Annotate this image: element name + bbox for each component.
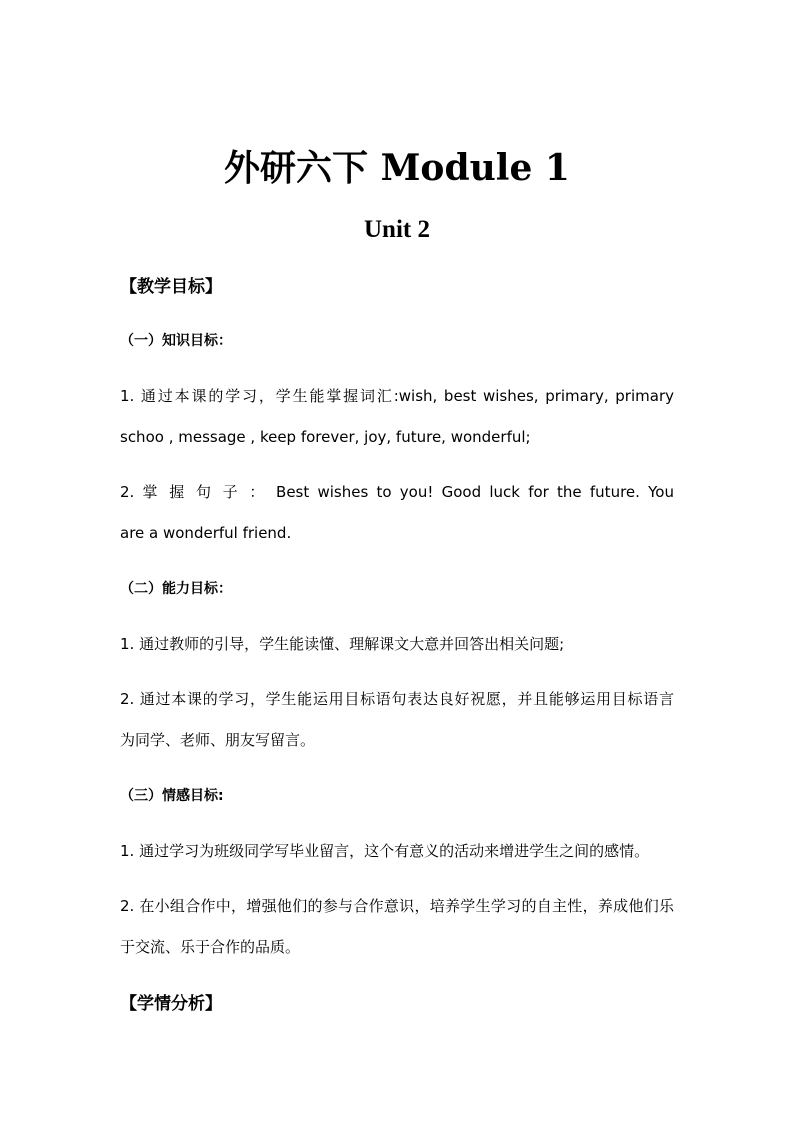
ability-item-2-line-1: 2. 通过本课的学习，学生能运用目标语句表达良好祝愿，并且能够运用目标语言 (120, 690, 674, 708)
ability-item-2-line-2: 为同学、老师、朋友写留言。 (120, 731, 316, 749)
knowledge-item-1-line-2: schoo , message , keep forever, joy, future, wonderful; (120, 428, 531, 446)
ability-item-1: 1. 通过教师的引导，学生能读懂、理解课文大意并回答出相关问题; (120, 635, 565, 653)
sub-heading-ability: （二）能力目标： (120, 581, 232, 597)
section-heading-analysis: 【学情分析】 (120, 994, 222, 1014)
knowledge-item-1-line-1: 1. 通过本课的学习，学生能掌握词汇:wish, best wishes, primary, primary (120, 387, 674, 405)
emotion-item-2-line-1: 2. 在小组合作中，增强他们的参与合作意识，培养学生学习的自主性，养成他们乐 (120, 897, 674, 915)
emotion-item-2-line-2: 于交流、乐于合作的品质。 (120, 938, 301, 956)
knowledge-item-2-line-1: 2. 掌 握 句 子 ： Best wishes to you! Good luck for the future. You (120, 483, 674, 501)
sub-heading-emotion: （三）情感目标: (120, 788, 224, 804)
sub-heading-knowledge: （一）知识目标： (120, 333, 232, 349)
knowledge-item-2-line-2: are a wonderful friend. (120, 524, 292, 542)
document-title: 外研六下 Module 1 (224, 147, 570, 189)
document-subtitle: Unit 2 (364, 216, 430, 243)
section-heading-goals: 【教学目标】 (120, 277, 222, 297)
emotion-item-1: 1. 通过学习为班级同学写毕业留言，这个有意义的活动来增进学生之间的感情。 (120, 842, 650, 860)
